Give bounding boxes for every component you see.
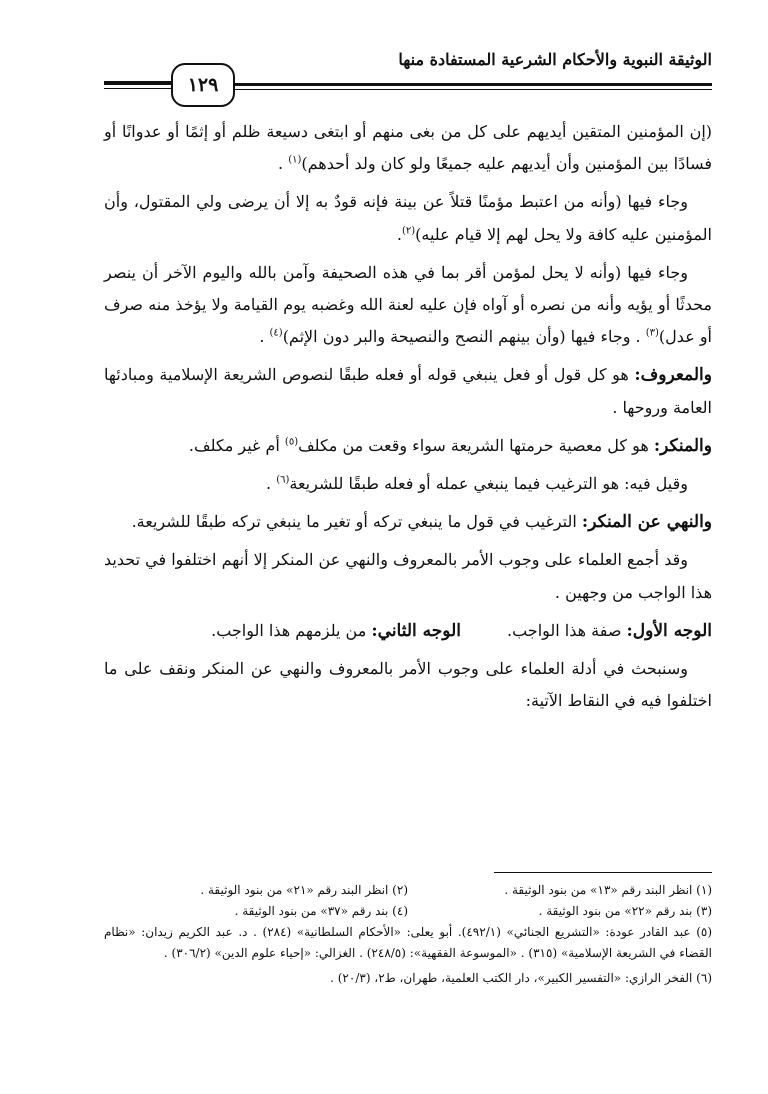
footnote-1: (١) انظر البند رقم «١٣» من بنود الوثيقة .	[504, 883, 712, 897]
header-rule-thin	[228, 89, 712, 90]
footnote-3: (٣) بند رقم «٢٢» من بنود الوثيقة .	[538, 904, 712, 918]
footnote-ref-3: (٣)	[645, 327, 659, 339]
two-aspects	[104, 615, 712, 647]
definition-maruf	[104, 359, 712, 423]
munkar-end: أم غير مكلف.	[188, 435, 285, 455]
p1-end: .	[278, 154, 289, 174]
footnote-4: (٤) بند رقم «٣٧» من بنود الوثيقة .	[234, 904, 408, 918]
footnote-row-2	[104, 901, 712, 922]
term-wajh2: الوجه الثاني:	[371, 620, 461, 641]
footnote-5: (٥) عبد القادر عودة: «التشريع الجنائي» (٤٩٢/١). أبو يعلى: «الأحكام السلطانية» (٢٨٤) . د. عبد الكريم زيدان: «نظام القضاء في الشريعة الإسلامية» (٣١٥) . «الموسوعة الفقهية»: (٢٤٨/٥) . الغزالي: «إحياء علوم الدين» (٣٠٦/٢) .	[104, 925, 713, 960]
paragraph-3	[104, 257, 712, 354]
footnotes	[104, 880, 712, 989]
term-wajh1: الوجه الأول:	[626, 620, 712, 641]
running-title: الوثيقة النبوية والأحكام الشرعية المستفادة منها	[398, 50, 712, 69]
p3-mid: . وجاء فيها (وأن بينهم النصح والنصيحة والبر دون الإثم)	[282, 327, 646, 347]
header-left-rule	[104, 81, 174, 85]
aspect-first	[507, 615, 712, 647]
header-left-rule-thin	[104, 88, 174, 89]
term-nahy: والنهي عن المنكر:	[581, 512, 712, 533]
footnote-row-1	[104, 880, 712, 901]
term-maruf: والمعروف:	[634, 365, 712, 386]
qila-text: وقيل فيه: هو الترغيب فيما ينبغي عمله أو فعله طبقًا للشريعة	[289, 474, 688, 494]
main-text	[104, 116, 712, 723]
definition-munkar	[104, 430, 712, 462]
wajh2-text: من يلزمهم هذا الواجب.	[211, 620, 372, 640]
definition-nahy	[104, 506, 712, 538]
definition-qila	[104, 468, 712, 500]
ijma-text: وقد أجمع العلماء على وجوب الأمر بالمعروف والنهي عن المنكر إلا أنهم اختلفوا في تحديد هذا الواجب من وجهين .	[104, 550, 712, 602]
footnote-ref-4: (٤)	[269, 327, 283, 339]
paragraph-2: وجاء فيها (وأنه من اعتبط مؤمنًا قتلاً عن بينة فإنه قودٌ به إلا أن يرضى ولي المقتول، وأن المؤمنين عليه كافة ولا يحل لهم إلا قيام عليه)$^{(٢)}$.	[104, 192, 712, 244]
term-munkar: والمنكر:	[653, 435, 712, 456]
p3-end: .	[259, 327, 270, 347]
footnote-ref-2: (٢)	[401, 225, 416, 237]
paragraph-last	[104, 653, 712, 717]
header-rule	[228, 83, 712, 86]
footnote-ref-5: (٥)	[284, 436, 299, 448]
paragraph-1	[104, 116, 712, 180]
wajh1-text: صفة هذا الواجب.	[507, 620, 627, 640]
footnote-2: (٢) انظر البند رقم «٢١» من بنود الوثيقة .	[200, 883, 408, 897]
paragraph-ijma	[104, 544, 712, 608]
footnote-separator	[494, 872, 712, 873]
footnote-ref-6: (٦)	[276, 474, 290, 486]
p1-text: (إن المؤمنين المتقين أيديهم على كل من بغى منهم أو ابتغى دسيعة ظلم أو إثمًا أو عدوانًا أو فسادًا بين المؤمنين وأن أيديهم عليه جميعًا ولو كان ولد أحدهم)	[104, 122, 712, 174]
maruf-text: هو كل قول أو فعل ينبغي قوله أو فعله طبقًا لنصوص الشريعة الإسلامية ومبادئها العامة وروحها .	[104, 365, 712, 417]
nahy-text: الترغيب في قول ما ينبغي تركه أو تغير ما ينبغي تركه طبقًا للشريعة.	[131, 512, 582, 532]
aspect-second	[211, 615, 461, 647]
page-number: ١٢٩	[171, 63, 235, 107]
munkar-text: هو كل معصية حرمتها الشريعة سواء وقعت من مكلف	[298, 435, 654, 455]
p3-text: وجاء فيها (وأنه لا يحل لمؤمن أقر بما في هذه الصحيفة وآمن بالله واليوم الآخر أن ينصر محدثًا أو يؤيه وأنه من نصره أو آواه فإن عليه لعنة الله وغضبه يوم القيامة ولا يؤخذ منه صرف أو عدل)	[104, 262, 712, 347]
last-text: وسنبحث في أدلة العلماء على وجوب الأمر بالمعروف والنهي عن المنكر ونقف على ما اختلفوا فيه في النقاط الآتية:	[104, 659, 712, 711]
footnote-6: (٦) الفخر الرازي: «التفسير الكبير»، دار الكتب العلمية، طهران، ط٢، (٢٠/٣) .	[330, 971, 712, 985]
qila-end: .	[266, 474, 277, 494]
footnote-ref-1: (١)	[288, 154, 302, 166]
p2-text: وجاء فيها (وأنه من اعتبط مؤمنًا قتلاً عن بينة فإنه قودٌ به إلا أن يرضى ولي المقتول، وأن المؤمنين عليه كافة ولا يحل لهم إلا قيام عليه)	[104, 192, 712, 244]
